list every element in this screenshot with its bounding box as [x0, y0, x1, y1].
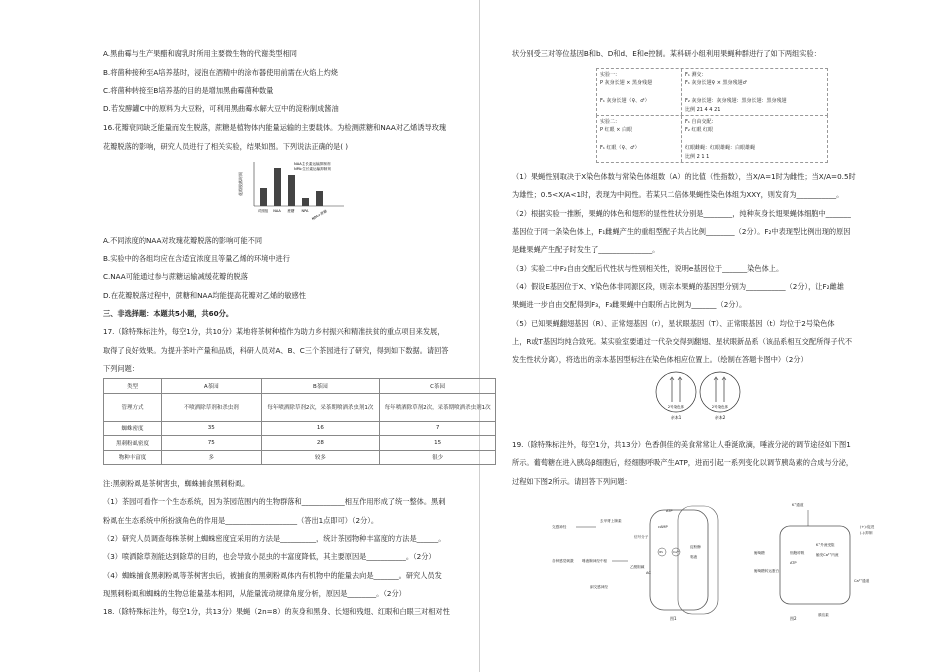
fig1-label: IP₃: [659, 550, 663, 554]
fig2-label: ATP: [790, 561, 797, 565]
parent-label: 亲本2: [714, 415, 726, 420]
tick-label: NPA+蔗糖: [311, 209, 328, 222]
tick-label: 蔗糖: [287, 209, 295, 213]
bar-sucrose: [288, 175, 295, 206]
figure-1-salivary-regulation: [550, 498, 730, 622]
table-header: A茶园: [162, 379, 262, 394]
q16-stem-line2: 花瓣脱落的影响，研究人员进行了相关实验，结果如图。下列说法正确的是( ): [103, 142, 349, 151]
q17-data-table: [103, 378, 496, 465]
tick-label: NAA: [273, 209, 281, 213]
exp2-ratio: 比例 2 1 1: [685, 154, 710, 160]
table-header: 类型: [104, 379, 162, 394]
table-cell: 管理方式: [104, 393, 162, 421]
fig2-label: 细胞呼吸: [790, 551, 805, 555]
q19-stem-line2: 所示。葡萄糖在进入胰岛β细胞后，经细胞呼吸产生ATP，进而引起一系列变化以调节胰岛素的合成与分泌，: [512, 458, 854, 467]
fig1-label: 乙酰胆碱: [630, 565, 645, 569]
table-cell: 黑刺粉虱密度: [104, 436, 162, 451]
q16-bar-chart: [238, 158, 348, 226]
table-cell: 较多: [261, 450, 380, 465]
table-cell: 75: [162, 436, 262, 451]
q16-option-d: D.在花瓣脱落过程中，蔗糖和NAA均能提高花瓣对乙烯的敏感性: [103, 291, 306, 300]
q18-question-line: 是雌果蝇产生配子时发生了_______________。: [512, 245, 660, 254]
exp2-parents: P 红眼 × 白眼: [600, 127, 632, 133]
q16-option-b: B.实验中的各组均应在含适宜浓度且等量乙烯的环境中进行: [103, 254, 290, 263]
table-cell: 每年喷洒除草剂2次，采茶期喷洒杀虫剂1次: [261, 393, 380, 421]
fig2-label: Ca²⁺通道: [854, 579, 870, 583]
table-cell: 很少: [380, 450, 496, 465]
fig1-label: 黏液: [690, 555, 698, 559]
figure-2-insulin-secretion: [750, 498, 900, 622]
tick-label: NPA: [301, 209, 309, 213]
table-cell: 不喷洒除草剂和杀虫剂: [162, 393, 262, 421]
exp1-ratio: 比例 21 4 4 21: [685, 107, 721, 113]
table-cell: 物种丰富度: [104, 450, 162, 465]
q17-question-line: （2）研究人员调查每株茶树上蜘蛛密度宜采用的方法是__________，统计茶园物种丰富度的方法是______。: [103, 534, 446, 543]
q17-intro-line2: 取得了良好效果。为提升茶叶产量和品质，科研人员对A、B、C三个茶园进行了研究，得到如下数据。请回答: [103, 346, 449, 355]
legend-line1: NAA主长素运输抑制剂: [294, 162, 331, 166]
table-cell: 28: [261, 436, 380, 451]
q16-stem-line1: 16.花瓣衰同缺乏能量而发生脱落，蔗糖是植物体内能量运输的主要载体。为检测蔗糖和NAA对乙烯诱导玫瑰: [103, 123, 447, 132]
table-cell: 7: [380, 421, 496, 436]
q15-option-d: D.若发酵罐C中的原料为大豆粉，可利用黑曲霉水解大豆中的淀粉制成酱油: [103, 104, 339, 113]
fig1-label: 交感神经: [552, 525, 567, 529]
exp2-f1-cross: F₁ 自由交配：: [685, 119, 717, 125]
fig2-caption: 图2: [790, 616, 797, 621]
exp1-title: 实验一：: [600, 72, 621, 78]
table-cell: 多: [162, 450, 262, 465]
chromosome-label: 2号染色体: [711, 405, 729, 409]
bar-control: [260, 188, 267, 206]
q17-intro-line1: 17.（除特殊标注外，每空1分，共10分）某地将茶树种植作为助力乡村振兴和精准扶贫的重点项目来发展，: [103, 327, 445, 336]
q17-question-line: （4）蜘蛛捕食黑刺粉虱等茶树害虫后，被捕食的黑刺粉虱体内有机物中的能量去向是_______。研究人员发: [103, 571, 442, 580]
exp2-f1: F₁ 红眼（♀、♂）: [600, 145, 640, 151]
q18-question-line: （5）已知果蝇翻翅基因（R）、正常翅基因（r），星状眼基因（T）、正常眼基因（t）均位于2号染色体: [512, 319, 835, 328]
parent-label: 亲本1: [670, 415, 682, 420]
fig1-label: 去甲肾上腺素: [600, 519, 622, 523]
beta-cell: [780, 526, 850, 604]
exp1-f2-parents: F₁ 灰身长翅♀ × 黑身残翅♂: [685, 80, 747, 86]
chart-ylabel: 花瓣脱落时间: [238, 172, 243, 196]
q17-question-line: （1）茶园可看作一个生态系统，因为茶园范围内的生物群落和____________相互作用形成了统一整体。黑刺: [103, 497, 446, 506]
q17-note: 注:黑刺粉虱是茶树害虫，蜘蛛捕食黑刺粉虱。: [103, 479, 250, 488]
table-cell: 每年喷洒除草剂2次，采茶期喷洒杀虫剂1次: [380, 393, 496, 421]
table-header: B茶园: [261, 379, 380, 394]
table-cell: 15: [380, 436, 496, 451]
duct-cell: [678, 506, 718, 614]
experiment-1-box: [596, 68, 828, 116]
column-divider: [479, 0, 480, 672]
q18-question-line: （1）果蝇性别取决于X染色体数与常染色体组数（A）的比值（性指数），当X/A=1时为雌性；当X/A=0.5时: [512, 172, 856, 181]
fig1-label: AC: [646, 571, 651, 575]
fig2-label: 胰岛素: [818, 613, 829, 617]
table-cell: 蜘蛛密度: [104, 421, 162, 436]
fig2-label: 葡萄糖: [754, 551, 765, 555]
q18-question-line: 果蝇进一步自由交配得到F₃，F₃雌果蝇中白眼所占比例为_______（2分）。: [512, 300, 747, 309]
q16-option-a: A.不同浓度的NAA对玫瑰花瓣脱落的影响可能不同: [103, 236, 263, 245]
exp1-f1: F₁ 灰身长翅（♀、♂）: [600, 98, 650, 104]
fig1-label: 淀粉酶: [690, 545, 701, 549]
q15-option-b: B.将菌种接种至A培养基时，浸泡在酒精中的涂布器使用前需在火焰上灼烧: [103, 68, 338, 77]
chromosome-label: 2号染色体: [667, 405, 685, 409]
fig1-label: ATP: [666, 509, 673, 513]
fig1-label: 各种感觉刺激: [552, 559, 574, 563]
fig1-label: cAMP: [658, 525, 668, 529]
experiment-2-box: [596, 115, 828, 163]
section-title: 三、非选择题：本题共5小题，共60分。: [103, 309, 234, 318]
q18-intro-cont: 状分别受三对等位基因B和b、D和d、E和e控制。某科研小组利用果蝇种群进行了如下两组实验：: [512, 49, 821, 58]
exp2-title: 实验二：: [600, 119, 621, 125]
q17-question-line: （3）喷洒除草剂能达到除草的目的，也会导致小昆虫的丰富度降低，其主要原因是___________。（2分）: [103, 552, 436, 561]
q16-option-c: C.NAA可能通过参与蔗糖运输减缓花瓣的脱落: [103, 272, 248, 281]
q15-option-c: C.将菌种转接至B培养基的目的是增加黑曲霉菌种数量: [103, 86, 274, 95]
exp1-parents: P 灰身长翅 × 黑身残翅: [600, 80, 652, 86]
q15-option-a: A.黑曲霉与生产果醋和腐乳时所用主要微生物的代谢类型相同: [103, 49, 297, 58]
fig1-label: Ca²⁺: [673, 550, 680, 554]
q18-question-line: 上，R或T基因均纯合致死。某实验室要通过一代杂交得到翻翅、星状眼新品系（该品系相互交配所得子代不: [512, 337, 853, 346]
bar-npa: [302, 198, 309, 206]
table-header: C茶园: [380, 379, 496, 394]
legend-line2: NPA:生长素运输抑制剂: [294, 167, 331, 171]
q18-question-line: 为雄性；0.5<X/A<1时，表现为中间性。若某只二倍体果蝇性染色体组为XXY，则发育为___________。: [512, 190, 844, 199]
table-cell: 35: [162, 421, 262, 436]
q18-question-line: 基因位于同一条染色体上，F₁雌蝇产生的重组型配子共占比例________（2分）。F₂中表现型比例出现的原因: [512, 227, 851, 236]
fig2-label: 葡萄糖转运蛋白: [754, 569, 780, 573]
exp1-f2-phenotypes: F₂ 灰身长翅：灰身残翅：黑身长翅：黑身残翅: [685, 98, 787, 104]
fig2-legend: (+):促进: [860, 525, 875, 529]
q17-intro-line3: 下列问题：: [103, 364, 139, 373]
bar-naa: [274, 168, 281, 206]
fig2-label: K⁺外流受阻: [816, 543, 835, 547]
fig2-label: 触发Ca²⁺内流: [816, 553, 839, 557]
q19-stem-line1: 19.（除特殊标注外，每空1分，共13分）色香俱佳的美食常常让人垂涎欲滴，唾液分泌的调节途径如下图1: [512, 440, 851, 449]
bar-npa-sucrose: [316, 191, 323, 206]
q18-question-line: （4）假设E基因位于X、Y染色体非同源区段，则亲本果蝇的基因型分别为___________（2分），让F₂雌雄: [512, 282, 844, 291]
fig1-label: 副交感神经: [590, 585, 608, 589]
chromosome-figure: [654, 370, 744, 422]
q19-stem-line3: 过程如下图2所示。请回答下列问题：: [512, 477, 632, 486]
fig2-legend: (-):抑制: [860, 531, 873, 535]
q18-question-line: （3）实验二中F₂自由交配后代性状与性别相关性，说明e基因位于_______染色体上。: [512, 264, 784, 273]
exp2-f2: F₂ 红眼 红眼: [685, 127, 714, 133]
table-cell: 16: [261, 421, 380, 436]
exp1-f1-cross: F₁ 测交：: [685, 72, 707, 78]
fig1-caption: 图1: [670, 616, 677, 621]
q17-question-line: 粉虱在生态系统中所扮演角色的作用是____________________（答出1点即可）（2分）。: [103, 516, 379, 525]
q18-intro: 18.（除特殊标注外，每空1分，共13分）果蝇（2n=8）的灰身和黑身、长翅和残翅、红眼和白眼三对相对性: [103, 607, 450, 616]
q18-question-line: （2）根据实验一推断，果蝇的体色和翅形的显性性状分别是________，纯种灰身长翅果蝇体细胞中_______: [512, 209, 851, 218]
tick-label: 对照组: [257, 209, 269, 213]
exp2-f2-phenotypes: 红眼雌蝇：红眼雄蝇：白眼雄蝇: [685, 145, 756, 151]
fig2-label: K⁺通道: [792, 503, 804, 507]
fig1-label: 唾液腺神经中枢: [582, 559, 608, 563]
fig1-label: 信号分子: [634, 535, 649, 539]
q17-question-line: 现黑刺粉虱和蜘蛛的生物总能量基本相同，从能量流动规律角度分析，原因是________。（2分）: [103, 589, 406, 598]
q18-question-line: 发生性状分离），将选出的亲本基因型标注在染色体相应位置上。（绘制在答题卡图中）（2分）: [512, 355, 808, 364]
